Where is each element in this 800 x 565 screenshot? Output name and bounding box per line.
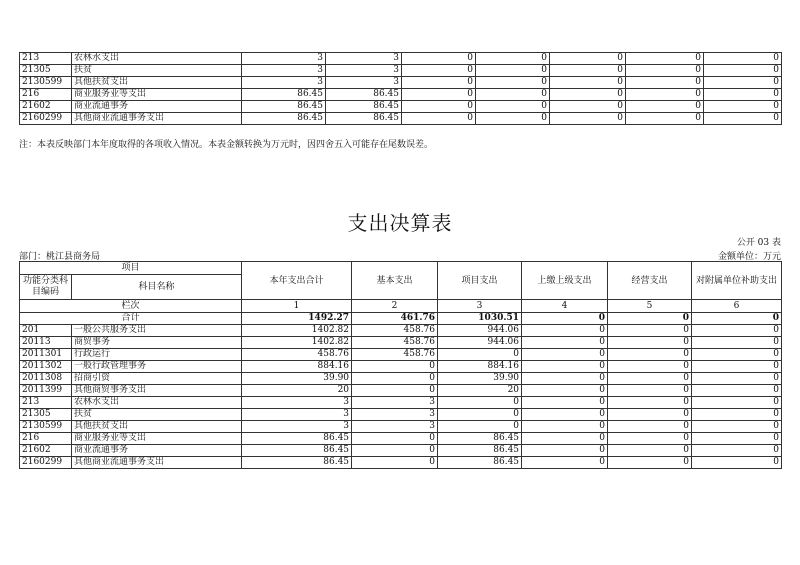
name-cell: 一般行政管理事务 — [72, 361, 242, 373]
value-cell: 0 — [692, 445, 782, 457]
name-cell: 招商引资 — [72, 373, 242, 385]
table-row — [20, 445, 782, 457]
value-cell: 0 — [704, 53, 782, 65]
value-cell: 0 — [692, 349, 782, 361]
name-cell: 商业流通事务 — [72, 445, 242, 457]
value-cell: 944.06 — [438, 337, 522, 349]
name-cell: 扶贫 — [72, 409, 242, 421]
value-cell: 0 — [550, 65, 626, 77]
value-cell: 3 — [242, 77, 326, 89]
name-cell: 其他商业流通事务支出 — [72, 113, 242, 125]
value-cell: 86.45 — [242, 113, 326, 125]
value-cell: 884.16 — [242, 361, 352, 373]
value-cell: 0 — [608, 337, 692, 349]
value-cell: 3 — [326, 53, 402, 65]
value-cell: 0 — [402, 77, 476, 89]
value-cell: 0 — [476, 101, 550, 113]
value-cell: 0 — [402, 101, 476, 113]
value-cell: 3 — [326, 77, 402, 89]
value-cell: 20 — [242, 385, 352, 397]
value-cell: 0 — [438, 349, 522, 361]
project-header: 项目 — [20, 262, 242, 275]
col-number: 6 — [692, 300, 782, 313]
value-cell: 3 — [242, 53, 326, 65]
value-cell: 0 — [692, 433, 782, 445]
value-cell: 458.76 — [352, 349, 438, 361]
value-cell: 0 — [402, 65, 476, 77]
code-cell: 2160299 — [20, 113, 72, 125]
unit-label: 金额单位：万元 — [717, 252, 781, 262]
value-cell: 0 — [550, 89, 626, 101]
total-cell: 461.76 — [352, 313, 438, 325]
value-cell: 0 — [692, 337, 782, 349]
value-cell: 0 — [522, 373, 608, 385]
code-cell: 216 — [20, 89, 72, 101]
name-cell: 商业流通事务 — [72, 101, 242, 113]
value-cell: 0 — [476, 77, 550, 89]
code-cell: 21305 — [20, 65, 72, 77]
value-cell: 0 — [608, 385, 692, 397]
value-cell: 0 — [692, 361, 782, 373]
code-cell: 2160299 — [20, 457, 72, 469]
value-cell: 0 — [608, 421, 692, 433]
table-row — [20, 53, 782, 65]
value-cell: 0 — [692, 325, 782, 337]
total-cell: 0 — [692, 313, 782, 325]
col-header-subsidy: 对附属单位补助支出 — [692, 262, 782, 300]
value-cell: 0 — [550, 53, 626, 65]
table-row — [20, 113, 782, 125]
col-number: 3 — [438, 300, 522, 313]
value-cell: 3 — [352, 421, 438, 433]
value-cell: 0 — [476, 53, 550, 65]
value-cell: 0 — [704, 113, 782, 125]
code-cell: 2011301 — [20, 349, 72, 361]
code-cell: 213 — [20, 397, 72, 409]
name-cell: 商贸事务 — [72, 337, 242, 349]
table-row — [20, 397, 782, 409]
value-cell: 0 — [476, 89, 550, 101]
value-cell: 0 — [476, 113, 550, 125]
name-cell: 商业服务业等支出 — [72, 433, 242, 445]
code-cell: 216 — [20, 433, 72, 445]
name-cell: 农林水支出 — [72, 397, 242, 409]
subject-name-header: 科目名称 — [72, 275, 242, 300]
value-cell: 458.76 — [242, 349, 352, 361]
value-cell: 0 — [608, 457, 692, 469]
name-cell: 其他商业流通事务支出 — [72, 457, 242, 469]
value-cell: 1402.82 — [242, 337, 352, 349]
value-cell: 0 — [626, 53, 704, 65]
value-cell: 86.45 — [326, 101, 402, 113]
value-cell: 0 — [704, 101, 782, 113]
value-cell: 86.45 — [242, 457, 352, 469]
value-cell: 0 — [692, 457, 782, 469]
value-cell: 86.45 — [242, 433, 352, 445]
value-cell: 0 — [692, 397, 782, 409]
value-cell: 86.45 — [326, 113, 402, 125]
total-cell: 0 — [522, 313, 608, 325]
expenditure-table — [19, 261, 782, 469]
value-cell: 0 — [550, 77, 626, 89]
value-cell: 0 — [476, 65, 550, 77]
value-cell: 0 — [608, 349, 692, 361]
name-cell: 扶贫 — [72, 65, 242, 77]
code-cell: 20113 — [20, 337, 72, 349]
department-label: 部门：桃江县商务局 — [19, 252, 101, 262]
value-cell: 0 — [352, 457, 438, 469]
col-header-upper: 上缴上级支出 — [522, 262, 608, 300]
col-header-project: 项目支出 — [438, 262, 522, 300]
value-cell: 0 — [352, 385, 438, 397]
func-code-header: 功能分类科目编码 — [20, 275, 72, 300]
value-cell: 0 — [352, 361, 438, 373]
value-cell: 944.06 — [438, 325, 522, 337]
value-cell: 0 — [522, 433, 608, 445]
value-cell: 86.45 — [242, 89, 326, 101]
col-number: 2 — [352, 300, 438, 313]
total-cell: 0 — [608, 313, 692, 325]
value-cell: 0 — [608, 409, 692, 421]
code-cell: 2130599 — [20, 77, 72, 89]
col-header-business: 经营支出 — [608, 262, 692, 300]
value-cell: 0 — [522, 337, 608, 349]
value-cell: 0 — [626, 101, 704, 113]
name-cell: 行政运行 — [72, 349, 242, 361]
value-cell: 3 — [242, 65, 326, 77]
value-cell: 0 — [550, 101, 626, 113]
value-cell: 0 — [438, 397, 522, 409]
value-cell: 39.90 — [242, 373, 352, 385]
value-cell: 0 — [550, 113, 626, 125]
col-header-total: 本年支出合计 — [242, 262, 352, 300]
code-cell: 213 — [20, 53, 72, 65]
table-row — [20, 349, 782, 361]
value-cell: 0 — [608, 433, 692, 445]
value-cell: 0 — [522, 457, 608, 469]
value-cell: 0 — [522, 421, 608, 433]
value-cell: 0 — [352, 433, 438, 445]
value-cell: 86.45 — [438, 433, 522, 445]
value-cell: 458.76 — [352, 325, 438, 337]
table-row — [20, 65, 782, 77]
total-label: 合计 — [20, 313, 242, 325]
value-cell: 39.90 — [438, 373, 522, 385]
col-header-basic: 基本支出 — [352, 262, 438, 300]
name-cell: 商业服务业等支出 — [72, 89, 242, 101]
value-cell: 1402.82 — [242, 325, 352, 337]
table-row — [20, 337, 782, 349]
value-cell: 3 — [326, 65, 402, 77]
value-cell: 0 — [402, 53, 476, 65]
value-cell: 0 — [692, 421, 782, 433]
value-cell: 0 — [522, 349, 608, 361]
value-cell: 0 — [692, 385, 782, 397]
value-cell: 0 — [704, 89, 782, 101]
value-cell: 86.45 — [438, 457, 522, 469]
value-cell: 458.76 — [352, 337, 438, 349]
value-cell: 3 — [242, 397, 352, 409]
code-cell: 2011302 — [20, 361, 72, 373]
value-cell: 0 — [522, 397, 608, 409]
table-row — [20, 385, 782, 397]
value-cell: 0 — [626, 77, 704, 89]
total-cell: 1030.51 — [438, 313, 522, 325]
value-cell: 0 — [626, 65, 704, 77]
value-cell: 0 — [608, 445, 692, 457]
table-row — [20, 101, 782, 113]
name-cell: 其他扶贫支出 — [72, 421, 242, 433]
col-row-label: 栏次 — [20, 300, 242, 313]
income-table-continued — [19, 52, 782, 125]
value-cell: 0 — [522, 361, 608, 373]
total-cell: 1492.27 — [242, 313, 352, 325]
value-cell: 3 — [242, 409, 352, 421]
value-cell: 884.16 — [438, 361, 522, 373]
value-cell: 0 — [522, 325, 608, 337]
value-cell: 0 — [402, 113, 476, 125]
code-cell: 21602 — [20, 101, 72, 113]
code-cell: 2130599 — [20, 421, 72, 433]
col-number: 4 — [522, 300, 608, 313]
table-row — [20, 421, 782, 433]
value-cell: 3 — [352, 409, 438, 421]
table-row — [20, 373, 782, 385]
col-number: 1 — [242, 300, 352, 313]
value-cell: 0 — [402, 89, 476, 101]
value-cell: 0 — [522, 385, 608, 397]
table-note: 注：本表反映部门本年度取得的各项收入情况。本表金额转换为万元时，因四舍五入可能存在尾数误差。 — [19, 140, 434, 150]
page-title: 支出决算表 — [347, 211, 453, 235]
code-cell: 2011308 — [20, 373, 72, 385]
value-cell: 0 — [704, 77, 782, 89]
value-cell: 3 — [352, 397, 438, 409]
name-cell: 其他商贸事务支出 — [72, 385, 242, 397]
value-cell: 0 — [608, 361, 692, 373]
value-cell: 86.45 — [326, 89, 402, 101]
value-cell: 0 — [692, 373, 782, 385]
value-cell: 0 — [522, 445, 608, 457]
value-cell: 0 — [608, 397, 692, 409]
name-cell: 其他扶贫支出 — [72, 77, 242, 89]
code-cell: 201 — [20, 325, 72, 337]
table-row — [20, 409, 782, 421]
table-row — [20, 77, 782, 89]
value-cell: 20 — [438, 385, 522, 397]
code-cell: 21602 — [20, 445, 72, 457]
table-row — [20, 325, 782, 337]
value-cell: 0 — [352, 373, 438, 385]
value-cell: 3 — [242, 421, 352, 433]
value-cell: 86.45 — [242, 445, 352, 457]
value-cell: 0 — [704, 65, 782, 77]
value-cell: 0 — [438, 421, 522, 433]
name-cell: 一般公共服务支出 — [72, 325, 242, 337]
value-cell: 0 — [692, 409, 782, 421]
value-cell: 0 — [626, 89, 704, 101]
value-cell: 0 — [522, 409, 608, 421]
name-cell: 农林水支出 — [72, 53, 242, 65]
value-cell: 86.45 — [438, 445, 522, 457]
total-row — [20, 313, 782, 325]
table-row — [20, 457, 782, 469]
form-number: 公开 03 表 — [736, 238, 781, 248]
value-cell: 0 — [608, 373, 692, 385]
value-cell: 0 — [438, 409, 522, 421]
code-cell: 2011399 — [20, 385, 72, 397]
value-cell: 0 — [352, 445, 438, 457]
table-row — [20, 433, 782, 445]
value-cell: 0 — [608, 325, 692, 337]
table-row — [20, 361, 782, 373]
col-number: 5 — [608, 300, 692, 313]
value-cell: 0 — [626, 113, 704, 125]
value-cell: 86.45 — [242, 101, 326, 113]
code-cell: 21305 — [20, 409, 72, 421]
table-row — [20, 89, 782, 101]
